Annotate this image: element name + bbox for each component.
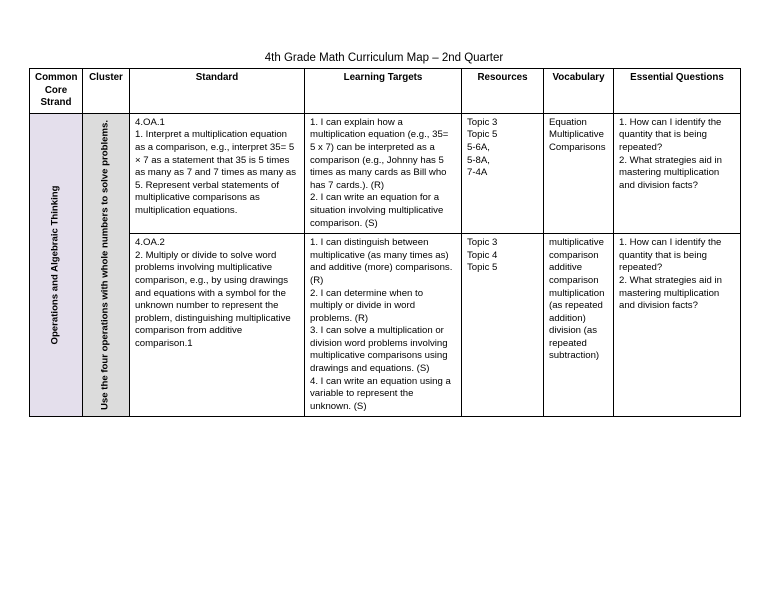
strand-cell: [30, 113, 83, 417]
header-cluster: Cluster: [83, 69, 130, 114]
targets-cell: 1. I can distinguish between multiplicative (as many times as) and additive (more) comparisons. (R) 2. I can determine when to multiply or divide in word problems. (R) 3. I can solve a multiplication or division word problems involving multiplicative comparisons using drawings and equations. (S) 4. I can write an equation using a variable to represent the unknown. (S): [305, 234, 462, 417]
page-title: 4th Grade Math Curriculum Map – 2nd Quarter: [264, 52, 504, 64]
resources-cell: Topic 3 Topic 5 5-6A, 5-8A, 7-4A: [462, 113, 544, 233]
vocabulary-cell: Equation Multiplicative Comparisons: [544, 113, 614, 233]
questions-cell: 1. How can I identify the quantity that is being repeated? 2. What strategies aid in mastering multiplication and division facts?: [614, 234, 741, 417]
cluster-label: Use the four operations with whole numbers to solve problems.: [99, 120, 111, 411]
header-strand: Common Core Strand: [30, 69, 83, 114]
curriculum-table: [29, 68, 741, 417]
header-resources: Resources: [462, 69, 544, 114]
standard-cell: 4.OA.2 2. Multiply or divide to solve word problems involving multiplicative comparison, e.g., by using drawings and equations with a symbol for the unknown number to represent the problem, distinguishing multiplicative comparison from additive comparison.1: [130, 234, 305, 417]
questions-cell: 1. How can I identify the quantity that is being repeated? 2. What strategies aid in mastering multiplication and division facts?: [614, 113, 741, 233]
table-row: [30, 113, 741, 233]
resources-cell: Topic 3 Topic 4 Topic 5: [462, 234, 544, 417]
header-standard: Standard: [130, 69, 305, 114]
vocabulary-cell: multiplicative comparison additive comparison multiplication (as repeated addition) division (as repeated subtraction): [544, 234, 614, 417]
strand-label: Operations and Algebraic Thinking: [49, 185, 61, 345]
targets-cell: 1. I can explain how a multiplication equation (e.g., 35= 5 x 7) can be interpreted as a comparison (e.g., Johnny has 5 times as many cards as Bill who has 7 cards.). (R) 2. I can write an equation for a situation involving multiplicative comparison. (S): [305, 113, 462, 233]
header-essential-questions: Essential Questions: [614, 69, 741, 114]
table-row: [30, 234, 741, 417]
header-vocabulary: Vocabulary: [544, 69, 614, 114]
standard-cell: 4.OA.1 1. Interpret a multiplication equation as a comparison, e.g., interpret 35= 5 × 7 as a statement that 35 is 5 times as many as 7 and 7 times as many as 5. Represent verbal statements of multiplicative comparisons as multiplication equations.: [130, 113, 305, 233]
cluster-cell: [83, 113, 130, 417]
header-learning-targets: Learning Targets: [305, 69, 462, 114]
